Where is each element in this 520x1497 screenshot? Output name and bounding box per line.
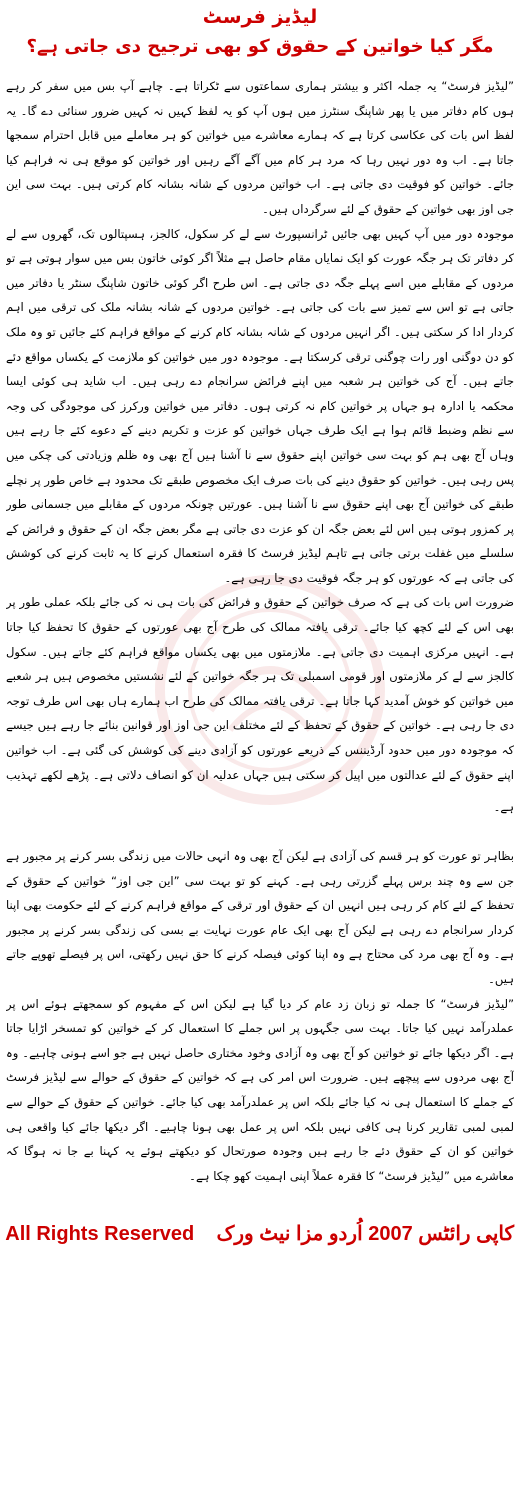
- copyright-urdu-label: کاپی رائٹس 2007 اُردو مزا نیٹ ورک: [216, 1223, 514, 1245]
- article-title: لیڈیز فرسٹ: [202, 6, 318, 28]
- article-body-tail: [6, 795, 514, 817]
- body-paragraph-tail: ہے۔: [493, 800, 514, 814]
- body-paragraph: بظاہر تو عورت کو ہر قسم کی آزادی ہے لیکن آج بھی وہ انہی حالات میں زندگی بسر کرنے پر مجبور ہے جن سے وہ چند برس پہلے گزرتی رہی ہے۔ کہنے کو تو بہت سی ”این جی اوز“ خواتین کے حقوق کے تحفظ کے لئے کام کر رہی ہیں انہیں ان کے حقوق اور ترقی کے مواقع فراہم کرنے کے لئے حکومت بھی اپنا کردار سرانجام دے رہی ہے لیکن آج بھی ایک عام عورت نہایت بے بسی کی زندگی بسر کرنے پر مجبور ہے۔ وہ آج بھی مرد کی محتاج ہے وہ اپنا کوئی فیصلہ کرنے کا حق نہیں رکھتی، اس پر فیصلے تھوپے جاتے ہیں۔: [6, 849, 514, 986]
- copyright-footer: [6, 1220, 514, 1248]
- body-paragraph: ضرورت اس بات کی ہے کہ صرف خواتین کے حقوق و فرائض کی بات ہی نہ کی جائے بلکہ عملی طور پر بھی اس کے لئے کچھ کیا جائے۔ ترقی یافتہ ممالک کی طرح آج بھی عورتوں کے حقوق کا تحفظ کیا جاتا ہے۔ انہیں مرکزی اہمیت دی جاتی ہے۔ ملازمتوں میں بھی یکساں مواقع فراہم کئے جاتے ہیں۔ سکول کالجز سے لے کر ملازمتوں اور قومی اسمبلی تک ہر جگہ خواتین کے لئے نشستیں مخصوص ہیں ہر شعبے میں خواتین کو خوش آمدید کہا جاتا ہے۔ ترقی یافتہ ممالک کی طرح اب ہمارے ہاں بھی اس طرف توجہ دی جا رہی ہے۔ خواتین کے حقوق کے تحفظ کے لئے مختلف این جی اوز اور قوانین بنائے جا رہے ہیں جیسے کہ موجودہ دور میں حدود آرڈیننس کے ذریعے عورتوں کو آزادی دینے کی کوشش کی گئی ہے۔ اب خواتین اپنے حقوق کے لئے عدالتوں میں اپیل کر سکتی ہیں جہاں عدلیہ ان کو انصاف دلاتی ہے۔ پڑھے لکھے تہذیب: [6, 595, 514, 782]
- body-paragraph: ”لیڈیز فرسٹ“ یہ جملہ اکثر و بیشتر ہماری سماعتوں سے ٹکراتا ہے۔ چاہے آپ بس میں سفر کر رہے ہوں کام دفاتر میں یا پھر شاپنگ سنٹرز میں ہوں آپ کو یہ لفظ کہیں نہ کہیں ضرور سنائی دے گا۔ یہ لفظ اس بات کی عکاسی کرتا ہے کہ ہمارے معاشرے میں خواتین کو ہر معاملے میں قابل احترام سمجھا جاتا ہے۔ اب وہ دور نہیں رہا کہ مرد ہر کام میں آگے آگے رہیں اور خواتین کو موقع ہی نہ فراہم کیا جائے۔ خواتین کو فوقیت دی جاتی ہے۔ اب خواتین مردوں کے شانہ بشانہ کام کرتی ہیں۔ بہت سی این جی اوز بھی خواتین کے حقوق کے لئے سرگرداں ہیں۔: [6, 79, 514, 216]
- body-paragraph: موجودہ دور میں آپ کہیں بھی جائیں ٹرانسپورٹ سے لے کر سکول، کالجز، ہسپتالوں تک، گھروں سے لے کر دفاتر تک ہر جگہ عورت کو ایک نمایاں مقام حاصل ہے مثلاً اگر کوئی خاتون بس میں سوار ہوتی ہے تو مردوں کے مقابلے میں اسے پہلے جگہ دی جاتی ہے۔ اس طرح اگر کوئی خاتون شاپنگ سنٹر یا دفاتر میں جاتی ہے تو اس سے تمیز سے بات کی جاتی ہے۔ خواتین مردوں کے شانہ بشانہ ملک کی ترقی میں اہم کردار ادا کر سکتی ہیں۔ اگر انہیں مردوں کے شانہ بشانہ کام کرنے کے مواقع فراہم کئے جائیں تو وہ ملک کو دن دوگنی اور رات چوگنی ترقی کرسکتا ہے۔ موجودہ دور میں خواتین کو ملازمت کے یکساں مواقع دئے جاتے ہیں۔ آج کی خواتین ہر شعبہ میں اپنے فرائض سرانجام دے رہی ہیں۔ اب شاید ہی کوئی ایسا محکمہ یا ادارہ ہو جہاں پر خواتین کام نہ کرتی ہوں۔ دفاتر میں خواتین ورکرز کی موجودگی کی وجہ سے نظم وضبط قائم ہوا ہے ایک طرف جہاں خواتین کو عزت و تکریم دینے کے دعوے کئے جا رہے ہیں وہاں آج بھی ہم کو بہت سی خواتین اپنے حقوق سے نا آشنا ہیں آج بھی وہ ظلم وزیادتی کی چکی میں پس رہی ہیں۔ خواتین کو حقوق دینے کی بات صرف ایک مخصوص طبقے تک محدود ہے خاص طور پر نچلے طبقے کی خواتین آج بھی اپنے حقوق سے نا آشنا ہیں۔ عورتیں چونکہ مردوں کے مقابلے میں جسمانی طور پر کمزور ہوتی ہیں اس لئے بعض جگہ ان کو عزت دی جاتی ہے مگر بعض جگہ ان کے حقوق و فرائض کے سلسلے میں غفلت برتی جاتی ہے تاہم لیڈیز فرسٹ کا فقرہ استعمال کرنے کا یہ ثابت کرنے کی کوشش کی جاتی ہے کہ عورتوں کو ہر جگہ فوقیت دی جا رہی ہے۔: [6, 226, 514, 585]
- article-subtitle: مگر کیا خواتین کے حقوق کو بھی ترجیح دی جاتی ہے؟: [26, 36, 494, 57]
- copyright-english-label: All Rights Reserved: [5, 1223, 195, 1245]
- body-paragraph: ”لیڈیز فرسٹ“ کا جملہ تو زبان زد عام کر دیا گیا ہے لیکن اس کے مفہوم کو سمجھتے ہوئے اس پر عملدرآمد نہیں کیا جاتا۔ بہت سی جگہوں پر اس جملے کا استعمال کر کے خواتین کو تمسخر اڑایا جاتا ہے۔ اگر دیکھا جائے تو خواتین کو آج بھی وہ آزادی وخود مختاری حاصل نہیں ہے جو اسے ہونی چاہیے۔ وہ آج بھی مردوں سے پیچھے ہیں۔ ضرورت اس امر کی ہے کہ خواتین کے حقوق کے حوالے سے لیڈیز فرسٹ کے جملے کا استعمال ہی نہ کیا جائے بلکہ اس پر عملدرآمد بھی کیا جائے۔ خواتین کے حقوق کے حوالے سے لمبی لمبی تقاریر کرنا ہی کافی نہیں بلکہ اس پر عمل بھی ہونا چاہیے۔ اگر دیکھا جائے کیا واقعی ہی خواتین کو ان کے حقوق دئے جا رہے ہیں وجودہ صورتحال کو دیکھتے ہوئے یہ کہنا بے جا نہ ہوگا کہ معاشرے میں ”لیڈیز فرسٹ“ کا فقرہ عملاً اپنی اہمیت کھو چکا ہے۔: [6, 996, 514, 1183]
- article-body-part-1: [6, 74, 514, 794]
- article-body-part-2: [6, 844, 514, 1216]
